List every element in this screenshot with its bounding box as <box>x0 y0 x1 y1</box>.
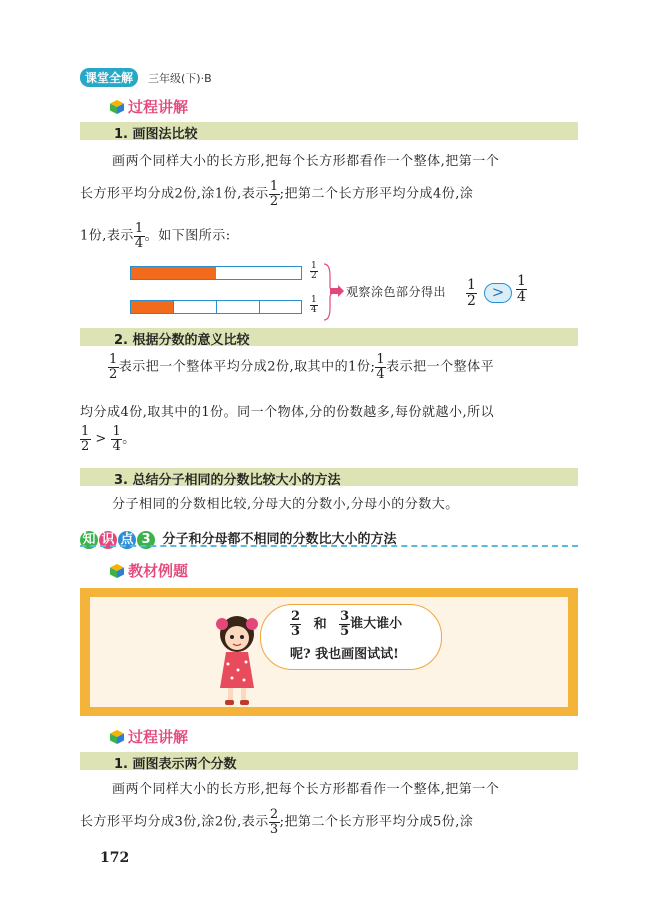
para4-line2-b: ;把第二个长方形平均分成5份,涂 <box>279 814 474 830</box>
bubble-and: 和 <box>313 616 327 632</box>
fraction-denominator: 2 <box>467 292 476 309</box>
bubble-question: 谁大谁小 <box>350 616 403 632</box>
fraction-quarter <box>375 353 386 381</box>
rect-quarters <box>130 300 302 314</box>
para1-line2-b: ;把第二个长方形平均分成4份,涂 <box>279 186 474 202</box>
girl-illustration-icon <box>212 612 262 708</box>
section-example-label: 教材例题 <box>128 562 189 580</box>
fraction-denominator: 2 <box>269 193 279 209</box>
fraction-denominator: 3 <box>291 623 301 639</box>
observe-text: 观察涂色部分得出 <box>346 285 447 299</box>
fraction-two-thirds <box>269 808 280 836</box>
fraction-denominator: 2 <box>311 271 317 282</box>
fraction-half <box>108 353 119 381</box>
series-badge: 课堂全解 <box>80 68 138 87</box>
para2-line2: 均分成4份,取其中的1份。同一个物体,分的份数越多,每份就越小,所以 <box>80 405 495 420</box>
para1-line3-a: 1份,表示 <box>80 228 134 244</box>
fraction-numerator: 2 <box>291 609 301 624</box>
divider <box>259 301 260 313</box>
fraction-denominator: 4 <box>134 235 144 251</box>
arrow-right-icon <box>330 285 344 297</box>
para2-line1 <box>108 353 494 381</box>
fraction-denominator: 2 <box>81 438 90 454</box>
subheading-bar-4 <box>80 752 578 770</box>
fraction-half <box>269 180 280 208</box>
grade-label: 三年级(下)·B <box>148 72 212 85</box>
bubble-line2: 呢? 我也画图试试! <box>290 647 399 662</box>
para4-line1: 画两个同样大小的长方形,把每个长方形都看作一个整体,把第一个 <box>112 782 500 797</box>
subheading-2: 2. 根据分数的意义比较 <box>114 333 250 348</box>
para4-line2 <box>80 808 473 836</box>
greater-than-oval: > <box>484 283 512 303</box>
cube-icon <box>110 564 124 578</box>
kp-title: 分子和分母都不相同的分数比大小的方法 <box>162 532 397 547</box>
section-process-heading-2 <box>110 726 188 747</box>
cube-icon <box>110 730 124 744</box>
section-process-heading <box>110 96 188 117</box>
fraction-numerator: 1 <box>311 295 317 305</box>
fraction-numerator: 1 <box>112 424 122 439</box>
divider <box>173 301 174 313</box>
subheading-bar-3 <box>80 468 578 486</box>
fraction-numerator: 1 <box>81 424 90 439</box>
fraction-numerator: 3 <box>340 609 350 624</box>
cube-icon <box>110 100 124 114</box>
fraction-half <box>80 425 91 453</box>
fraction-numerator: 1 <box>311 261 317 271</box>
kp-char: 识 <box>99 531 117 549</box>
subheading-bar-2 <box>80 328 578 346</box>
kp-number: 3 <box>137 531 155 549</box>
para1-line2-a: 长方形平均分成2份,涂1份,表示 <box>80 186 269 202</box>
fraction-denominator: 5 <box>340 623 350 639</box>
subheading-bar-1 <box>80 122 578 140</box>
fraction-two-thirds <box>290 610 301 638</box>
divider <box>216 301 217 313</box>
fraction-quarter <box>134 222 145 250</box>
subheading-4: 1. 画图表示两个分数 <box>114 757 237 772</box>
para1-line2 <box>80 180 473 208</box>
fraction-numerator: 1 <box>517 273 526 289</box>
fraction-denominator: 4 <box>112 438 122 454</box>
shaded-half <box>131 267 216 279</box>
fraction-numerator: 1 <box>109 352 118 367</box>
fraction-three-fifths <box>339 610 350 638</box>
subheading-3: 3. 总结分子相同的分数比较大小的方法 <box>114 473 341 488</box>
fraction-numerator: 1 <box>269 179 279 194</box>
para1-line3-b: 。如下图所示: <box>144 228 231 244</box>
para1-line1: 画两个同样大小的长方形,把每个长方形都看作一个整体,把第一个 <box>112 154 500 169</box>
kp-char: 点 <box>118 531 136 549</box>
fraction-numerator: 2 <box>269 807 279 822</box>
fraction-denominator: 4 <box>376 366 386 382</box>
result-quarter <box>516 274 527 304</box>
fraction-denominator: 3 <box>269 821 279 837</box>
greater-than: > <box>95 431 107 447</box>
subheading-1: 1. 画图法比较 <box>114 127 198 142</box>
para3: 分子相同的分数相比较,分母大的分数小,分母小的分数大。 <box>112 497 459 512</box>
para2-line1-a: 表示把一个整体平均分成2份,取其中的1份; <box>118 359 376 375</box>
section-example-heading <box>110 560 188 581</box>
section-process-label: 过程讲解 <box>128 98 189 116</box>
page-number: 172 <box>100 850 130 866</box>
fraction-denominator: 4 <box>517 288 526 305</box>
fraction-quarter <box>111 425 122 453</box>
fraction-numerator: 1 <box>376 352 386 367</box>
period: 。 <box>122 431 136 447</box>
para1-line3 <box>80 222 231 250</box>
label-half <box>310 262 318 282</box>
bubble-line1 <box>290 610 402 638</box>
dashed-divider <box>80 545 578 547</box>
result-half <box>466 278 477 308</box>
section-process-label: 过程讲解 <box>128 728 189 746</box>
fraction-denominator: 4 <box>311 305 317 316</box>
shaded-quarter <box>131 301 174 313</box>
fraction-numerator: 1 <box>134 221 144 236</box>
label-quarter <box>310 296 318 316</box>
para2-line1-b: 表示把一个整体平 <box>386 359 495 375</box>
para4-line2-a: 长方形平均分成3份,涂2份,表示 <box>80 814 269 830</box>
fraction-denominator: 2 <box>109 366 118 382</box>
kp-char: 知 <box>80 531 98 549</box>
fraction-numerator: 1 <box>467 277 476 293</box>
rect-halves <box>130 266 302 280</box>
para2-line3 <box>80 425 136 453</box>
